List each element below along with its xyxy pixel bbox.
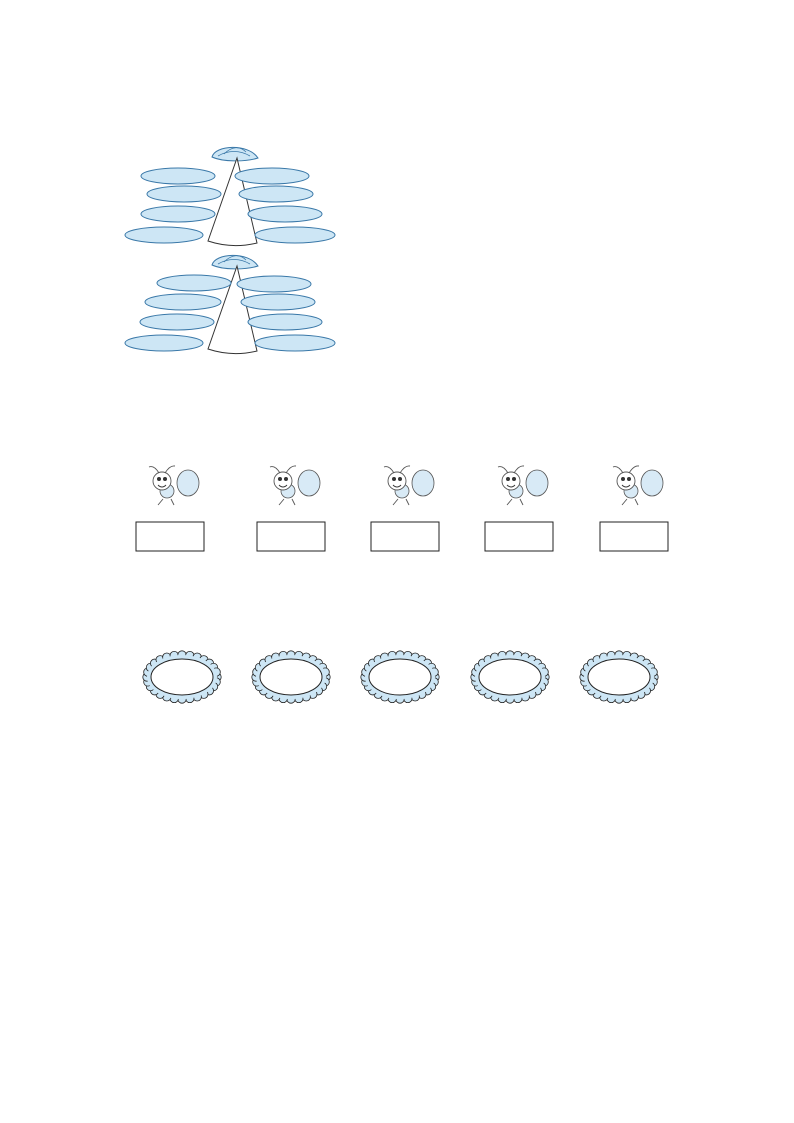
leaf xyxy=(141,206,215,222)
bee-icon xyxy=(498,466,548,505)
bee-illustrations xyxy=(149,466,663,505)
leaf xyxy=(125,227,203,243)
expression-box xyxy=(257,522,325,551)
bee-icon xyxy=(613,466,663,505)
bee-icon xyxy=(384,466,434,505)
leaf xyxy=(239,186,313,202)
leaf xyxy=(255,227,335,243)
leaf xyxy=(248,314,322,330)
leaf xyxy=(140,314,214,330)
answer-oval xyxy=(471,651,549,703)
leaf xyxy=(241,294,315,310)
leaf xyxy=(235,168,309,184)
bee-icon xyxy=(270,466,320,505)
bee-icon xyxy=(149,466,199,505)
expression-box xyxy=(371,522,439,551)
left-leaves xyxy=(125,168,221,243)
tree-top-icon xyxy=(212,147,258,161)
leaf xyxy=(248,206,322,222)
tree-diagram-1 xyxy=(120,140,340,250)
leaf xyxy=(125,335,203,351)
expression-box xyxy=(600,522,668,551)
expression-boxes xyxy=(136,522,668,551)
leaf xyxy=(141,168,215,184)
leaf xyxy=(157,275,231,291)
answer-oval xyxy=(580,651,658,703)
expression-box xyxy=(485,522,553,551)
answer-oval xyxy=(143,651,221,703)
answer-oval xyxy=(361,651,439,703)
tree-top-icon xyxy=(212,255,258,269)
leaf xyxy=(147,186,221,202)
leaf xyxy=(255,335,335,351)
answer-oval xyxy=(252,651,330,703)
answer-ovals xyxy=(143,651,658,703)
expression-box xyxy=(136,522,204,551)
leaf xyxy=(237,276,311,292)
tree-diagram-2 xyxy=(120,248,340,358)
leaf xyxy=(145,294,221,310)
matching-diagram xyxy=(0,455,794,710)
